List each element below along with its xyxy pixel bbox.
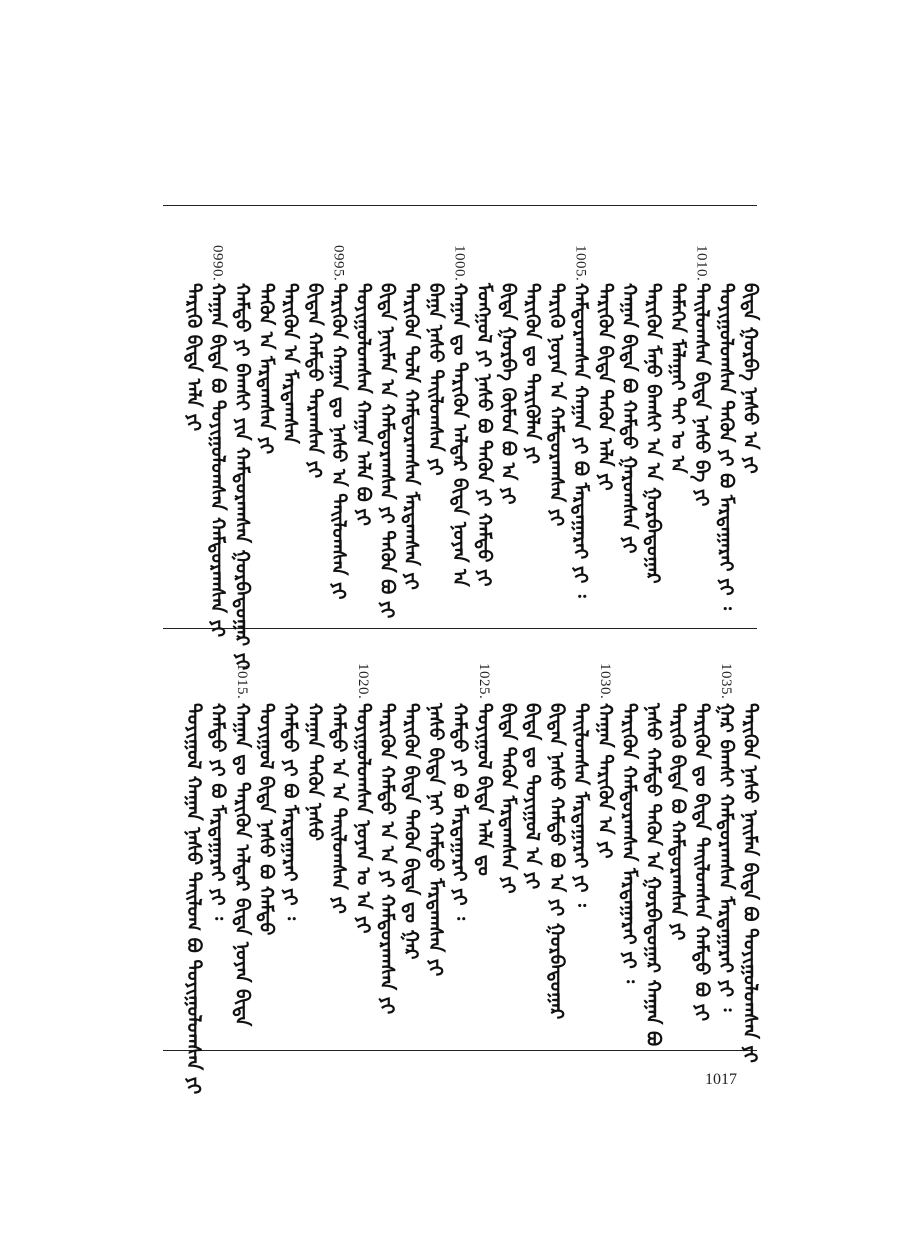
verse-line: ᠬᠠᠮᠲᠤ ᠠ ᠠ ᠲᠠᠢᠯᠤᠭᠰᠠᠨ ᠶᠢ [327, 703, 350, 914]
line-number: 0995. [330, 245, 347, 282]
verse-line: ᠲᠡᠷᠢᠭᠦᠨ ᠨᠠᠰᠤ ᠨᠠᠢᠮᠠᠨ ᠪᠢᠳᠡ ᠪᠤ ᠲᠤᠶᠢᠭᠤᠯᠤᠭᠰᠠᠨ ᠶᠢ [739, 703, 761, 1063]
verse-line: ᠲᠤᠶᠢᠭᠤᠯ ᠪᠢᠳᠡ ᠠᠯᠠ ᠳᠤ [472, 703, 495, 876]
verse-line: ᠲᠤᠶᠢᠭᠤᠯᠤᠭᠰᠠᠨ ᠲᠡᠭᠦᠨ ᠶᠢ ᠪᠤ ᠮᠠᠷᠲᠠᠭᠠᠷᠠᠢ ᠶᠢ ᠄ [714, 283, 737, 610]
verse-line: ᠲᠡᠷᠢᠭᠦ ᠪᠢᠳᠡ ᠠᠯᠠ ᠶᠢ [182, 283, 205, 432]
upper-verse-section [163, 205, 761, 671]
verse-line: ᠭᠠᠷ ᠪᠠᠭᠰᠢ ᠬᠠᠮᠲᠤᠷᠠᠭᠰᠠᠨ ᠮᠠᠷᠲᠠᠭᠠᠷᠠᠢ ᠶᠢ ᠄ [714, 703, 737, 1012]
verse-line: ᠲᠡᠷᠢᠭᠦᠨ ᠳᠤ ᠪᠢᠳᠡ ᠲᠠᠢᠯᠤᠭᠰᠠᠨ ᠬᠠᠮᠲᠤ ᠪᠤ ᠶᠢ [690, 703, 713, 1022]
verse-line: ᠲᠡᠷᠢᠭᠦᠨ ᠳᠤ ᠲᠡᠷᠢᠭᠦᠯᠡᠨ ᠶᠢ [521, 283, 544, 465]
verse-line: ᠪᠢᠳᠡᠨ ᠨᠠᠰᠤ ᠬᠠᠮᠲᠤ ᠪᠤ ᠠ ᠶᠢ ᠭᠤᠷᠪᠠᠳᠤᠭᠠᠷ [545, 703, 568, 1020]
line-number: 1005. [572, 245, 589, 282]
verse-line: ᠬᠠᠮᠲᠤᠷᠠᠭᠰᠠᠨ ᠬᠠᠭᠠᠨ ᠶᠢ ᠪᠤ ᠮᠠᠷᠲᠠᠭᠠᠷᠠᠢ ᠶᠢ ᠄ [569, 283, 592, 598]
verse-line: ᠲᠡᠮᠡᠭᠡᠨ ᠮᠠᠯᠠᠭᠠᠢ ᠲᠠᠢ ᠤ ᠠ [666, 283, 689, 474]
verse-line: ᠬᠠᠭᠠᠨ ᠲᠡᠷᠢᠭᠦᠨ ᠠ ᠶᠢ [593, 703, 616, 859]
verse-line: ᠬᠠᠮᠲᠤ ᠶᠢ ᠪᠠᠭᠰᠢ ᠶᠢᠨ ᠬᠠᠮᠲᠤᠷᠠᠭᠰᠠᠨ ᠭᠤᠷᠪᠠᠳᠤᠭᠠᠷ ᠶᠢ [230, 283, 253, 671]
verse-line: ᠲᠡᠭᠦᠨ ᠠ ᠮᠠᠷᠲᠠᠭᠰᠠᠨ ᠶᠢ [255, 283, 277, 455]
verse-line: ᠲᠡᠷᠢᠭᠦ ᠨᠣᠶᠠᠨ ᠠ ᠬᠠᠮᠲᠤᠷᠠᠭᠰᠠᠨ ᠶᠢ [545, 283, 568, 527]
line-number: 1010. [693, 245, 710, 282]
verse-line: ᠲᠤᠶᠢᠭᠤᠯ ᠬᠠᠭᠠᠨ ᠨᠠᠰᠤ ᠲᠠᠢᠯᠤᠭ ᠪᠤ ᠲᠤᠶᠢᠭᠤᠯᠤᠭᠰᠠᠨ ᠶᠢ [182, 703, 205, 1095]
verse-line: ᠬᠠᠭᠠᠨ ᠳᠤ ᠲᠡᠷᠢᠭᠦᠨ ᠠᠯᠳᠠᠷ ᠪᠢᠳᠡ ᠨᠣᠶᠠᠨ ᠠ [448, 283, 471, 587]
verse-line: ᠬᠠᠭᠠᠨ ᠪᠢᠳᠡ ᠪᠤ ᠲᠤᠶᠢᠭᠤᠯᠤᠭᠰᠠᠨ ᠬᠠᠮᠲᠤᠷᠠᠭᠰᠠᠨ ᠶᠢ [206, 283, 229, 638]
verse-line: ᠲᠠᠢᠯᠤᠭᠰᠠᠨ ᠪᠢᠳᠡ ᠨᠠᠰᠤ ᠪᠠ ᠶᠢ [690, 283, 713, 507]
line-number: 1020. [354, 663, 371, 700]
verse-line: ᠪᠢᠳᠡᠨ ᠬᠠᠮᠲᠤ ᠲᠠᠷᠠᠭᠰᠠᠨ ᠶᠢ [303, 283, 326, 479]
verse-line: ᠬᠠᠮᠲᠤ ᠶᠢ ᠪᠤ ᠮᠠᠷᠲᠠᠭᠠᠷᠠᠢ ᠶᠢ ᠄ [279, 703, 302, 920]
verse-line: ᠲᠠᠢᠯᠤᠭᠰᠠᠨ ᠮᠠᠷᠲᠠᠭᠠᠷᠠᠢ ᠶᠢ ᠄ [569, 703, 592, 907]
verse-line: ᠪᠢᠳᠡ ᠨᠠᠢᠮᠠᠨ ᠠ ᠬᠠᠮᠲᠤᠷᠠᠭᠰᠠᠨ ᠶᠢ ᠲᠡᠭᠦᠨ ᠪᠤ ᠶᠢ [376, 283, 398, 619]
verse-line: ᠨᠠᠰᠤ ᠬᠠᠮᠲᠤ ᠲᠡᠭᠦᠨ ᠠ ᠭᠤᠷᠪᠠᠳᠤᠭᠠᠷ ᠬᠠᠭᠠᠨ ᠪᠤ [642, 703, 665, 1047]
verse-line: ᠮᠣᠩᠭᠣᠯ ᠶᠢ ᠨᠠᠰᠤ ᠪᠤ ᠲᠡᠭᠦᠨ ᠶᠢ ᠬᠠᠮᠲᠤ ᠶᠢ [472, 283, 495, 587]
line-number: 0990. [209, 245, 226, 282]
verse-line: ᠨᠠᠰᠤ ᠪᠢᠳᠡ ᠨᠠᠢ ᠬᠠᠮᠲᠤ ᠮᠠᠷᠲᠠᠭᠰᠠᠨ ᠶᠢ [424, 703, 447, 977]
verse-line: ᠲᠤᠶᠢᠭᠤᠯᠤᠭᠰᠠᠨ ᠬᠠᠭᠠᠨ ᠠᠯᠠ ᠪᠤ ᠶᠢ [351, 283, 374, 526]
verse-line: ᠲᠡᠷᠢᠭᠦᠨ ᠬᠠᠮᠲᠤ ᠠ ᠠ ᠶᠢ ᠬᠠᠮᠲᠤᠷᠠᠭᠰᠠᠨ ᠶᠢ [376, 703, 398, 1015]
line-number: 1015. [233, 663, 250, 700]
verse-line: ᠲᠡᠷᠢᠭᠦ ᠪᠢᠳᠡ ᠪᠤ ᠬᠠᠮᠲᠤᠷᠠᠭᠰᠠᠨ ᠶᠢ [666, 703, 689, 941]
verse-line: ᠬᠠᠭᠠᠨ ᠪᠢᠳᠡ ᠪᠤ ᠬᠠᠮᠲᠤ ᠭᠠᠷᠤᠭᠰᠠᠨ ᠶᠢ [618, 283, 640, 554]
verse-line: ᠬᠠᠮᠲᠤ ᠶᠢ ᠪᠤ ᠮᠠᠷᠲᠠᠭᠠᠷᠠᠢ ᠶᠢ ᠄ [448, 703, 471, 920]
verse-line: ᠬᠠᠭᠠᠨ ᠳᠤ ᠲᠡᠷᠢᠭᠦᠨ ᠠᠯᠳᠠᠷ ᠪᠢᠳᠡ ᠨᠣᠶᠠᠨ ᠪᠢᠳᠡ [230, 703, 253, 1027]
verse-line: ᠪᠢᠳᠡ ᠭᠤᠷᠪᠠ ᠨᠠᠰᠤ ᠠ ᠶᠢ [739, 283, 761, 474]
verse-line: ᠬᠠᠮᠲᠤ ᠶᠢ ᠪᠤ ᠮᠠᠷᠲᠠᠭᠠᠷᠠᠢ ᠶᠢ ᠄ [206, 703, 229, 920]
page-number: 1017 [705, 1071, 737, 1088]
verse-line: ᠬᠠᠭᠠᠨ ᠲᠡᠭᠦᠨ ᠨᠠᠰᠤ [303, 703, 326, 841]
line-number: 1000. [451, 245, 468, 282]
verse-line: ᠲᠡᠷᠢᠭᠦᠨ ᠲᠤᠯᠠ ᠬᠠᠮᠲᠤᠷᠠᠭᠰᠠᠨ ᠮᠠᠷᠲᠠᠭᠰᠠᠨ ᠶᠢ [400, 283, 423, 590]
verse-line: ᠲᠡᠷᠢᠭᠦᠨ ᠠ ᠮᠠᠷᠲᠠᠭᠰᠠᠨ [279, 283, 302, 444]
line-number: 1030. [596, 663, 613, 700]
verse-line: ᠲᠡᠷᠢᠭᠦᠨ ᠪᠢᠳᠡ ᠲᠡᠭᠦᠨ ᠠᠯᠠ ᠶᠢ [593, 283, 616, 491]
line-number: 1025. [475, 663, 492, 700]
verse-line: ᠲᠤᠶᠢᠭᠤᠯᠤᠭᠰᠠᠨ ᠨᠣᠶᠠᠨ ᠤ ᠠ ᠶᠢ [351, 703, 374, 934]
verse-line: ᠲᠡᠷᠢᠭᠦᠨ ᠬᠠᠭᠠᠨ ᠳᠤ ᠨᠠᠰᠤ ᠠ ᠲᠠᠢᠯᠤᠭᠰᠠᠨ ᠶᠢ [327, 283, 350, 600]
verse-line: ᠲᠡᠷᠢᠭᠦᠨ ᠬᠠᠮᠲᠤᠷᠠᠭᠰᠠᠨ ᠮᠠᠷᠲᠠᠭᠠᠷᠠᠢ ᠶᠢ ᠄ [618, 703, 640, 984]
verse-line: ᠪᠢᠳᠡ ᠲᠡᠭᠦᠨ ᠮᠠᠷᠲᠠᠭᠰᠠᠨ ᠶᠢ [497, 703, 519, 894]
verse-line: ᠲᠤᠶᠢᠭᠤᠯ ᠪᠢᠳᠡ ᠨᠠᠰᠤ ᠪᠤ ᠬᠠᠮᠲᠤ [255, 703, 277, 936]
verse-line: ᠪᠢᠳᠡ ᠳᠤ ᠲᠤᠶᠢᠭᠤᠯ ᠠ ᠶᠢ [521, 703, 544, 890]
line-number: 1035. [717, 663, 734, 700]
verse-line: ᠪᠢᠳᠡ ᠭᠤᠷᠪᠠ ᠬᠦᠮᠦᠨ ᠪᠤ ᠠ ᠶᠢ [497, 283, 519, 505]
verse-line: ᠲᠡᠷᠢᠭᠦᠨ ᠮᠠᠨᠤ ᠪᠠᠭᠰᠢ ᠠ ᠠ ᠭᠤᠷᠪᠠᠳᠤᠭᠠᠷ [642, 283, 665, 584]
verse-line: ᠪᠠᠭᠠ ᠨᠠᠰᠤ ᠲᠠᠢᠯᠤᠭᠰᠠᠨ ᠶᠢ [424, 283, 447, 476]
rule-bottom [163, 1050, 757, 1051]
verse-line: ᠲᠡᠷᠢᠭᠦᠨ ᠪᠢᠳᠡ ᠲᠡᠭᠦᠨ ᠪᠢᠳᠡ ᠳᠤ ᠭᠠᠷ [400, 703, 423, 960]
